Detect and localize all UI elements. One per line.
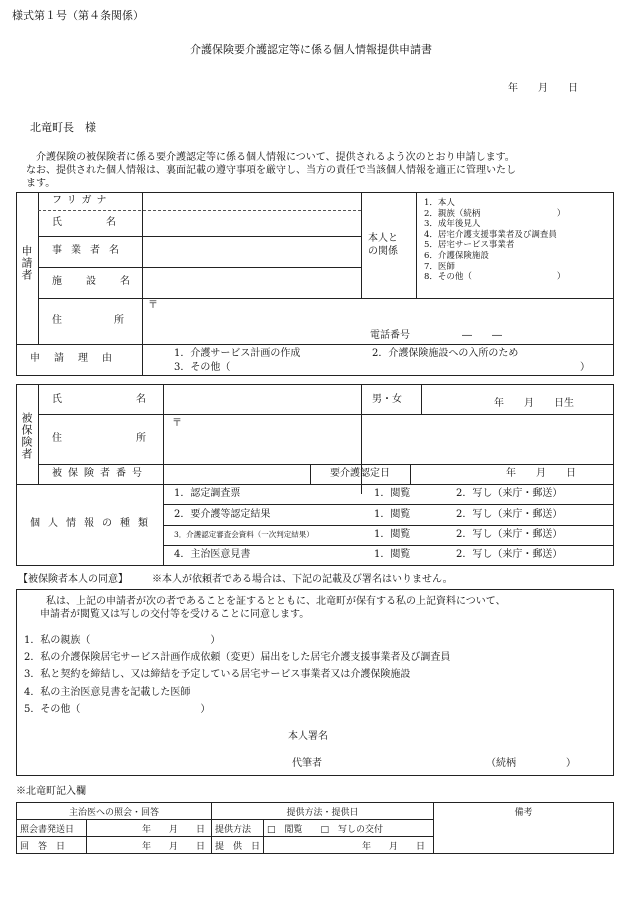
info-type-name[interactable]: 3．介護認定審査会資料（一次判定結果）: [174, 530, 314, 539]
insured-number-label: 被保険者番号: [52, 468, 148, 479]
applicant-postal-mark: 〒: [148, 300, 158, 311]
reply-date-label: 回 答 日: [17, 837, 87, 854]
applicant-section-label: 申請者: [20, 245, 33, 281]
applicant-address-label: 住所: [52, 315, 176, 326]
insured-postal-mark: 〒: [172, 418, 182, 429]
info-type-view[interactable]: 1．閲覧: [374, 529, 411, 540]
reason-option-3[interactable]: 3．その他（: [174, 362, 231, 373]
applicant-name-label: 氏名: [52, 217, 160, 228]
consent-note: ※本人が依頼者である場合は、下記の記載及び署名はいりません。: [152, 574, 453, 585]
info-type-name[interactable]: 2．要介護等認定結果: [174, 509, 271, 520]
reason-option-2[interactable]: 2．介護保険施設への入所のため: [372, 348, 519, 359]
reason-option-1[interactable]: 1．介護サービス計画の作成: [174, 348, 301, 359]
cert-date-label: 要介護認定日: [330, 468, 390, 479]
relation-option[interactable]: 5．居宅サービス事業者: [424, 240, 515, 251]
signature-input[interactable]: [340, 728, 600, 744]
proxy-input[interactable]: [340, 755, 480, 771]
sex-selector[interactable]: 男・女: [372, 394, 402, 405]
consent-item[interactable]: 2．私の介護保険居宅サービス計画作成依頼（変更）届出をした居宅介護支援事業者及び調査員: [24, 652, 451, 663]
relation-option[interactable]: 4．居宅介護支援事業者及び調査員: [424, 229, 557, 240]
intro-text-1: 介護保険の被保険者に係る要介護認定等に係る個人情報について、提供されるよう次のとおり申請します。: [36, 152, 515, 163]
phone-input[interactable]: ― ―: [462, 330, 502, 341]
applicant-name-input[interactable]: [143, 211, 360, 235]
office-use-table: [16, 802, 614, 854]
consent-item[interactable]: 3．私と契約を締結し、又は締結を予定している居宅サービス事業者又は介護保険施設: [24, 669, 411, 680]
relation-option[interactable]: 1．本人: [424, 198, 455, 208]
consent-text-1: 私は、上記の申請者が次の者であることを証するとともに、北竜町が保有する私の上記資料について、: [46, 596, 506, 607]
office-use-heading: ※北竜町記入欄: [16, 786, 86, 797]
office-col-remarks: 備考: [434, 803, 614, 854]
signature-label: 本人署名: [288, 731, 328, 742]
provision-date-label: 提 供 日: [212, 837, 264, 854]
relation-option[interactable]: 6．介護保険施設: [424, 250, 489, 261]
office-col-inquiry: 主治医への照会・回答: [17, 803, 212, 820]
inquiry-sent-label: 照会書発送日: [17, 820, 87, 837]
info-type-view[interactable]: 1．閲覧: [374, 549, 411, 560]
proxy-label: 代筆者: [292, 758, 322, 769]
page-title: 介護保険要介護認定等に係る個人情報提供申請書: [190, 43, 432, 56]
cert-date-input[interactable]: 年 月 日: [506, 468, 576, 479]
relation-options[interactable]: [424, 198, 565, 283]
relation-option[interactable]: 2．親族（続柄 ）: [424, 208, 566, 219]
office-col-provision: 提供方法・提供日: [212, 803, 434, 820]
consent-item[interactable]: 1．私の親族（ ）: [24, 635, 221, 646]
provision-date[interactable]: 年 月 日: [264, 837, 434, 854]
facility-name-label: 施設名: [52, 276, 154, 287]
intro-text-3: ます。: [26, 178, 56, 189]
furigana-input[interactable]: [143, 193, 360, 209]
info-types-label: 個人情報の種類: [30, 518, 156, 529]
relation-label-1: 本人と: [368, 233, 398, 244]
info-type-copy[interactable]: 2．写し（来庁・郵送）: [456, 509, 563, 520]
addressee: 北竜町長 様: [30, 121, 96, 134]
application-date[interactable]: 年 月 日: [508, 83, 578, 94]
reason-label: 申請理由: [30, 353, 126, 364]
phone-label: 電話番号: [370, 330, 410, 341]
consent-text-2: 申請者が閲覧又は写しの交付等を受けることに同意します。: [40, 609, 310, 620]
info-type-name[interactable]: 1．認定調査票: [174, 488, 241, 499]
insured-number-input[interactable]: [164, 465, 309, 483]
consent-item[interactable]: 4．私の主治医意見書を記載した医師: [24, 687, 191, 698]
provision-method-label: 提供方法: [212, 820, 264, 837]
info-type-view[interactable]: 1．閲覧: [374, 488, 411, 499]
info-type-view[interactable]: 1．閲覧: [374, 509, 411, 520]
relation-option[interactable]: 3．成年後見人: [424, 219, 481, 230]
provision-method-checkboxes[interactable]: □ 閲覧 □ 写しの交付: [264, 820, 434, 837]
insured-address-input[interactable]: [184, 416, 604, 462]
applicant-address-input[interactable]: [160, 300, 600, 326]
inquiry-sent-date[interactable]: 年 月 日: [87, 820, 212, 837]
insured-section-label: 被保険者: [20, 412, 33, 460]
relation-option[interactable]: 8．その他（ ）: [424, 272, 566, 283]
office-name-label: 事業者名: [52, 245, 128, 256]
insured-name-input[interactable]: [164, 385, 360, 413]
relation-option[interactable]: 7．医師: [424, 261, 455, 272]
relation-label-2: の関係: [368, 246, 398, 257]
reason-option-3-close: ）: [580, 362, 590, 373]
intro-text-2: なお、提供された個人情報は、裏面記載の遵守事項を厳守し、当方の責任で当該個人情報を適正に管理いたし: [26, 165, 516, 176]
consent-heading: 【被保険者本人の同意】: [18, 574, 128, 585]
office-name-input[interactable]: [143, 237, 360, 266]
consent-item[interactable]: 5．その他（ ）: [24, 704, 211, 715]
form-number: 様式第１号（第４条関係）: [12, 9, 144, 22]
furigana-label: フリガナ: [52, 195, 112, 206]
reply-date[interactable]: 年 月 日: [87, 837, 212, 854]
info-type-copy[interactable]: 2．写し（来庁・郵送）: [456, 549, 563, 560]
insured-address-label: 住所: [52, 433, 220, 444]
info-type-copy[interactable]: 2．写し（来庁・郵送）: [456, 529, 563, 540]
facility-name-input[interactable]: [143, 268, 360, 297]
insured-name-label: 氏名: [52, 394, 220, 405]
birth-date[interactable]: 年 月 日生: [494, 398, 574, 409]
proxy-relationship[interactable]: （続柄 ）: [486, 758, 576, 769]
info-type-copy[interactable]: 2．写し（来庁・郵送）: [456, 488, 563, 499]
info-type-name[interactable]: 4．主治医意見書: [174, 549, 251, 560]
